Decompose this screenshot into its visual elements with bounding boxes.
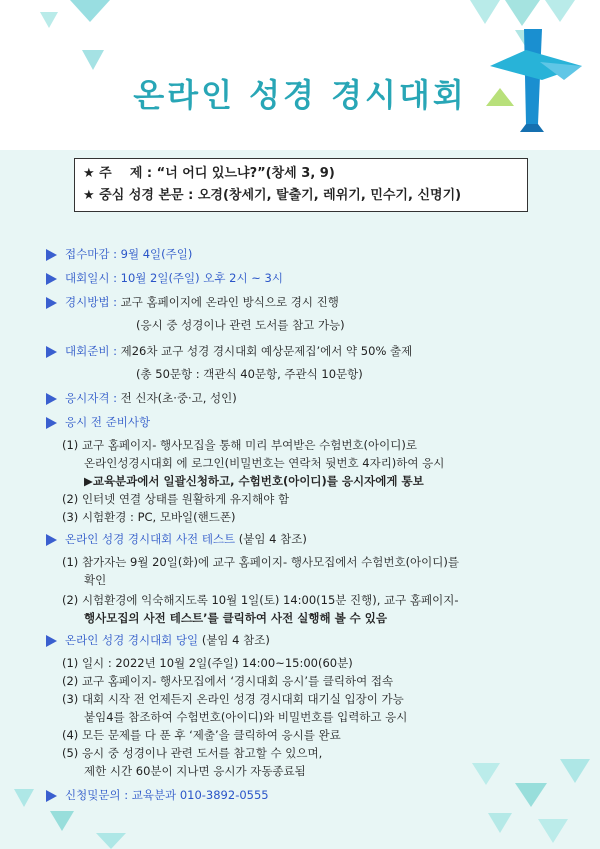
- prep-line-3: ▶교육분과에서 일괄신청하고, 수험번호(아이디)를 응시자에게 통보: [84, 474, 424, 488]
- section-day-title: 온라인 성경 경시대회 당일: [65, 633, 199, 647]
- arrow-icon: [46, 417, 57, 429]
- prep-line-5: (3) 시험환경 : PC, 모바일(핸드폰): [62, 510, 236, 524]
- prep-label: 대회준비 :: [65, 344, 121, 358]
- date-value: 10월 2일(주일) 오후 2시 ~ 3시: [120, 271, 283, 285]
- prep-value: 제26차 교구 성경 경시대회 예상문제집’에서 약 50% 출제: [120, 344, 413, 358]
- qualification-row: [46, 390, 237, 406]
- section-day-heading: [46, 632, 270, 648]
- section-test-note: (붙임 4 참조): [235, 532, 307, 546]
- prep-line-2: 온라인성경시대회 에 로그인(비밀번호는 연락처 뒷번호 4자리)하여 응시: [84, 456, 445, 470]
- qualification-label: 응시자격 :: [65, 391, 121, 405]
- arrow-icon: [46, 273, 57, 285]
- day-line-6: (5) 응시 중 성경이나 관련 도서를 참고할 수 있으며,: [62, 746, 323, 760]
- summary-box: [74, 158, 528, 212]
- arrow-icon: [46, 534, 57, 546]
- contact-value: 교육분과 010-3892-0555: [131, 788, 269, 802]
- prep-line-1: (1) 교구 홈페이지- 행사모집을 통해 미리 부여받은 수험번호(아이디)로: [62, 438, 417, 452]
- day-line-5: (4) 모든 문제를 다 푼 후 ‘제출’을 클릭하여 응시를 완료: [62, 728, 341, 742]
- date-row: [46, 270, 283, 286]
- section-test-title: 온라인 성경 경시대회 사전 테스트: [65, 532, 236, 546]
- theme-value: “너 어디 있느냐?”(창세 3, 9): [156, 166, 335, 181]
- test-line-1: (1) 참가자는 9월 20일(화)에 교구 홈페이지- 행사모집에서 수험번호(아이디)를: [62, 555, 459, 569]
- scripture-label: ★ 중심 성경 본문 :: [83, 188, 198, 203]
- header-banner: [0, 0, 600, 150]
- scripture-line: [83, 185, 519, 207]
- decorative-triangles-bottom: [0, 749, 600, 849]
- theme-line: [83, 163, 519, 185]
- method-value: 교구 홈페이지에 온라인 방식으로 경시 진행: [120, 295, 339, 309]
- theme-label: ★ 주 제 :: [83, 166, 157, 181]
- deadline-label: 접수마감 :: [65, 247, 121, 261]
- method-note: (응시 중 성경이나 관련 도서를 참고 가능): [136, 318, 345, 332]
- arrow-icon: [46, 346, 57, 358]
- test-line-4: 행사모집의 사전 테스트’를 클릭하여 사전 실행해 볼 수 있음: [84, 611, 388, 625]
- contact-label: 신청및문의 :: [65, 788, 132, 802]
- day-line-3: (3) 대회 시작 전 언제든지 온라인 성경 경시대회 대기실 입장이 가능: [62, 692, 404, 706]
- prep-line-4: (2) 인터넷 연결 상태를 원활하게 유지해야 함: [62, 492, 290, 506]
- qualification-value: 전 신자(초·중·고, 성인): [120, 391, 237, 405]
- prep-note: (총 50문항 : 객관식 40문항, 주관식 10문항): [136, 367, 363, 381]
- arrow-icon: [46, 249, 57, 261]
- section-test-heading: [46, 531, 307, 547]
- page-title: 온라인 성경 경시대회: [133, 76, 467, 114]
- section-prep-title: 응시 전 준비사항: [65, 415, 151, 429]
- test-line-2: 확인: [84, 573, 107, 587]
- day-line-7: 제한 시간 60분이 지나면 응시가 자동종료됨: [84, 764, 306, 778]
- deadline-row: [46, 246, 192, 262]
- arrow-icon: [46, 635, 57, 647]
- scripture-value: 오경(창세기, 탈출기, 레위기, 민수기, 신명기): [197, 188, 462, 203]
- day-line-1: (1) 일시 : 2022년 10월 2일(주일) 14:00~15:00(60분): [62, 656, 353, 670]
- prep-row: [46, 343, 412, 359]
- deadline-value: 9월 4일(주일): [120, 247, 193, 261]
- section-day-note: (붙임 4 참조): [198, 633, 270, 647]
- date-label: 대회일시 :: [65, 271, 121, 285]
- arrow-icon: [46, 297, 57, 309]
- method-row: [46, 294, 339, 310]
- test-line-3: (2) 시험환경에 익숙해지도록 10월 1일(토) 14:00(15분 진행), 교구 홈페이지-: [62, 593, 459, 607]
- arrow-icon: [46, 393, 57, 405]
- section-prep-heading: [46, 414, 150, 430]
- day-line-2: (2) 교구 홈페이지- 행사모집에서 ‘경시대회 응시’를 클릭하여 접속: [62, 674, 394, 688]
- method-label: 경시방법 :: [65, 295, 121, 309]
- day-line-4: 붙임4를 참조하여 수험번호(아이디)와 비밀번호를 입력하고 응시: [84, 710, 408, 724]
